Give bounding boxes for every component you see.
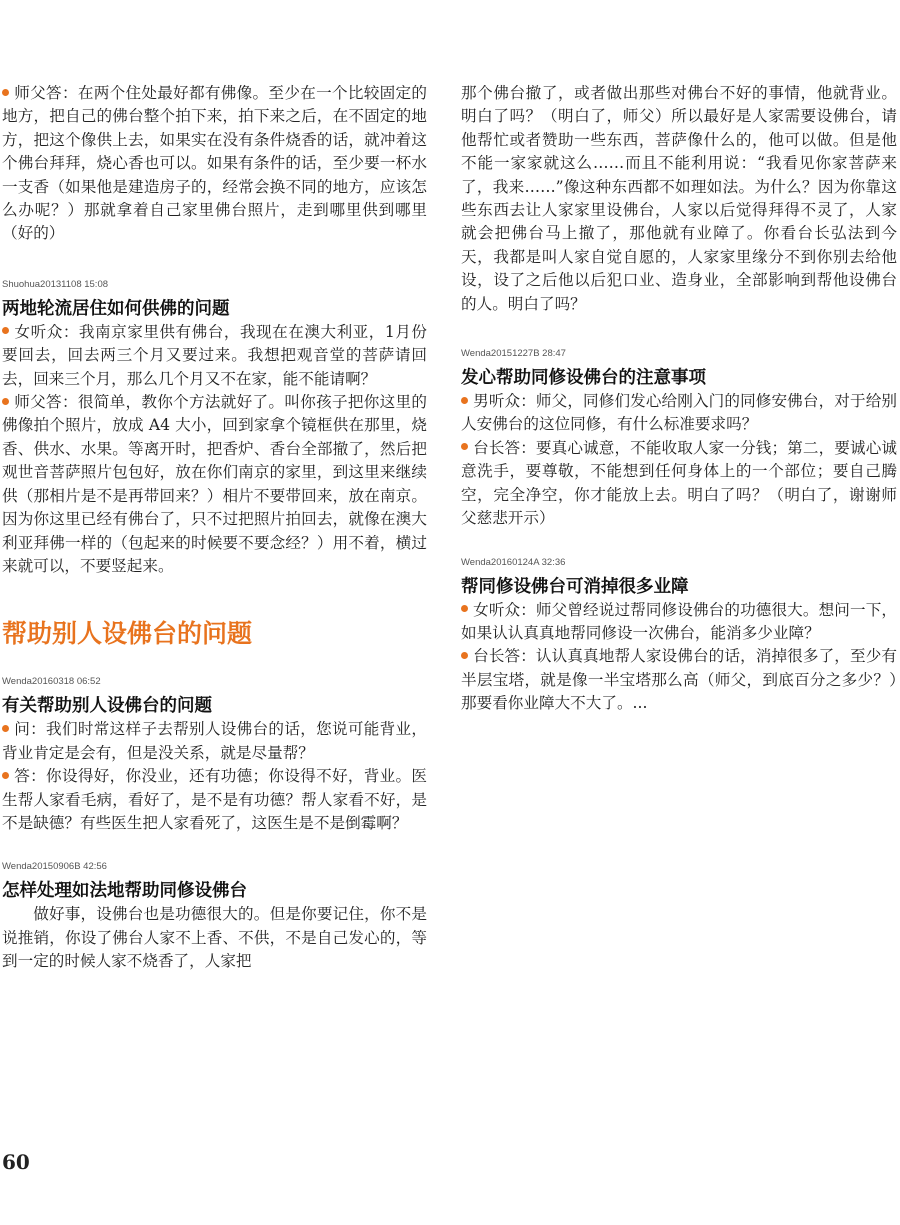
bullet-icon	[2, 725, 9, 732]
article-title: 怎样处理如法地帮助同修设佛台	[2, 881, 247, 902]
article-title: 有关帮助别人设佛台的问题	[2, 696, 212, 717]
bullet-icon	[2, 772, 9, 779]
question-paragraph: 问：我们时常这样子去帮别人设佛台的话，您说可能背业，背业肯定是会有，但是没关系，就是尽量帮？	[2, 720, 427, 762]
article-meta: Wenda20151227B 28:47	[461, 348, 566, 360]
article-title: 帮同修设佛台可消掉很多业障	[461, 576, 689, 597]
left-column	[2, 82, 427, 974]
question-paragraph: 男听众：师父，同修们发心给刚入门的同修安佛台，对于给别人安佛台的这位同修，有什么标准要求吗？	[461, 392, 897, 434]
intro-answer: 师父答：在两个住处最好都有佛像。至少在一个比较固定的地方，把自己的佛台整个拍下来，拍下来之后，在不固定的地方，把这个像供上去，如果实在没有条件烧香的话，就冲着这个佛台拜拜，烧心香也可以。如果有条件的话，至少要一杯水一支香（如果他是建造房子的，经常会换不同的地方，应该怎么办呢？）那就拿着自己家里佛台照片，走到哪里供到哪里（好的）	[2, 84, 427, 243]
right-column	[461, 82, 897, 716]
article-title: 发心帮助同修设佛台的注意事项	[461, 368, 706, 389]
question-paragraph: 女听众：我南京家里供有佛台，我现在在澳大利亚，1月份要回去，回去两三个月又要过来。我想把观音堂的菩萨请回去，回来三个月，那么几个月又不在家，能不能请啊？	[2, 322, 427, 388]
article-meta: Wenda20160124A 32:36	[461, 556, 566, 568]
bullet-icon	[461, 443, 468, 450]
bullet-icon	[2, 89, 9, 96]
question-paragraph: 女听众：师父曾经说过帮同修设佛台的功德很大。想问一下，如果认认真真地帮同修设一次佛台，能消多少业障？	[461, 600, 897, 642]
section-heading: 帮助别人设佛台的问题	[2, 619, 253, 649]
article-meta: Wenda20160318 06:52	[2, 676, 101, 688]
answer-paragraph: 台长答：要真心诚意，不能收取人家一分钱；第二，要诚心诚意洗手，要尊敬，不能想到任何身体上的一个部位；要自己腾空，完全净空，你才能放上去。明白了吗？（明白了，谢谢师父慈悲开示）	[461, 438, 897, 528]
answer-paragraph: 答：你设得好，你没业，还有功德；你设得不好，背业。医生帮人家看毛病，看好了，是不是有功德？帮人家看不好，是不是缺德？有些医生把人家看死了，这医生是不是倒霉啊？	[2, 767, 427, 832]
bullet-icon	[2, 398, 9, 405]
answer-paragraph: 师父答：很简单，教你个方法就好了。叫你孩子把你这里的佛像拍个照片，放成 A4 大小，回到家拿个镜框供在那里，烧香、供水、水果。等离开时，把香炉、香台全部撤了，然后把观世音菩萨照片包包好，放在你们南京的家里，到这里来继续供（那相片是不是再带回来？）相片不要带回来，放在南京。因为你这里已经有佛台了，只不过把照片拍回去，就像在澳大利亚拜佛一样的（包起来的时候要不要念经？）用不着，横过来就可以，不要竖起来。	[2, 393, 427, 575]
article-meta: Wenda20150906B 42:56	[2, 861, 107, 873]
bullet-icon	[461, 652, 468, 659]
page-number: 60	[2, 1150, 30, 1174]
answer-paragraph: 台长答：认认真真地帮人家设佛台的话，消掉很多了，至少有半层宝塔，就是像一半宝塔那么高（师父，到底百分之多少？）那要看你业障大不大了。...	[461, 647, 897, 713]
bullet-icon	[2, 327, 9, 334]
article-meta: Shuohua20131108 15:08	[2, 278, 109, 290]
bullet-icon	[461, 605, 468, 612]
bullet-icon	[461, 397, 468, 404]
continuation-paragraph: 那个佛台撤了，或者做出那些对佛台不好的事情，他就背业。明白了吗？（明白了，师父）所以最好是人家需要设佛台，请他帮忙或者赞助一些东西，菩萨像什么的，他可以做。但是他不能一家家就这么……而且不能利用说：“我看见你家菩萨来了，我来……”像这种东西都不如理如法。为什么？因为你靠这些东西去让人家家里设佛台，人家以后觉得拜得不灵了，人家就会把佛台马上撤了，那他就有业障了。你看台长弘法到今天，我都是叫人家自觉自愿的，人家家里缘分不到你别去给他设，设了之后他以后犯口业、造身业，全部影响到帮他设佛台的人。明白了吗？	[461, 84, 897, 313]
article-title: 两地轮流居住如何供佛的问题	[2, 298, 230, 319]
body-paragraph: 做好事，设佛台也是功德很大的。但是你要记住，你不是说推销，你设了佛台人家不上香、不供，不是自己发心的，等到一定的时候人家不烧香了，人家把	[2, 905, 427, 971]
